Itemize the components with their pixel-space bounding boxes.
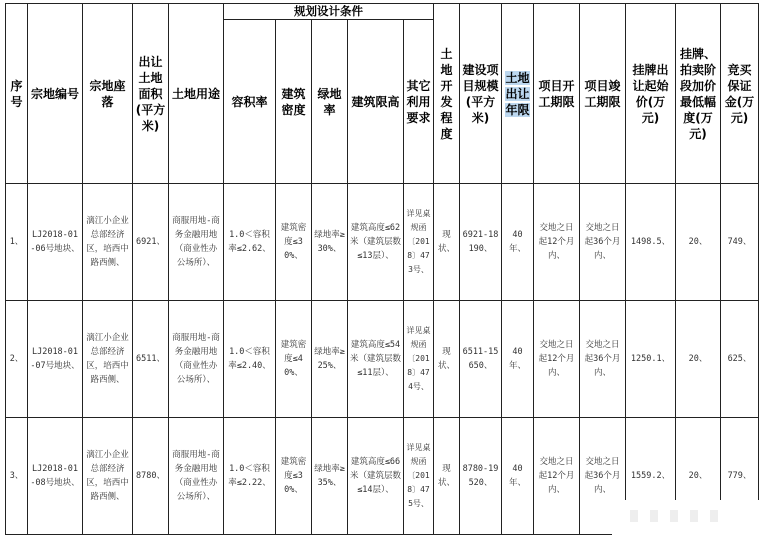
header-deposit: 竞买保证金(万元): [721, 4, 759, 184]
cell-height-limit: 建筑高度≤54米（建筑层数≤11层）、: [348, 301, 404, 418]
header-green-rate: 绿地率: [312, 20, 348, 184]
header-transfer-term: [502, 4, 534, 184]
header-area: 出让土地面积(平方米): [133, 4, 169, 184]
cell-development-degree: 现状、: [434, 301, 460, 418]
cell-start-price: 1498.5、: [626, 184, 676, 301]
cell-min-increment: 20、: [676, 418, 721, 535]
bottom-right-overlay: [612, 500, 762, 538]
overlay-mark: [670, 510, 678, 522]
cell-area: 6921、: [133, 184, 169, 301]
cell-development-degree: 现状、: [434, 418, 460, 535]
cell-plot-ratio: 1.0＜容积率≤2.62、: [224, 184, 276, 301]
land-auction-table: [5, 3, 759, 535]
cell-area: 6511、: [133, 301, 169, 418]
cell-other-requirements: 详见桌规函〔2018〕475号、: [404, 418, 434, 535]
overlay-mark: [650, 510, 658, 522]
cell-land-use: 商服用地-商务金融用地（商业性办公场所）、: [169, 418, 224, 535]
cell-start-deadline: 交地之日起12个月内、: [534, 184, 580, 301]
cell-other-requirements: 详见桌规函〔2018〕474号、: [404, 301, 434, 418]
cell-finish-deadline: 交地之日起36个月内、: [580, 184, 626, 301]
cell-location: 漓江小企业总部经济区，培西中路西侧、: [83, 418, 133, 535]
cell-location: 漓江小企业总部经济区，培西中路西侧、: [83, 184, 133, 301]
cell-plot-ratio: 1.0＜容积率≤2.40、: [224, 301, 276, 418]
cell-min-increment: 20、: [676, 184, 721, 301]
table-row: [6, 184, 759, 301]
overlay-mark: [690, 510, 698, 522]
header-plot-ratio: 容积率: [224, 20, 276, 184]
cell-deposit: 749、: [721, 184, 759, 301]
cell-parcel-id: LJ2018-01-08号地块、: [28, 418, 83, 535]
cell-build-scale: 6511-15650、: [460, 301, 502, 418]
header-transfer-term-highlight: 土地出让年限: [505, 70, 530, 117]
cell-deposit: 625、: [721, 301, 759, 418]
header-start-price: 挂牌出让起始价(万元): [626, 4, 676, 184]
cell-building-density: 建筑密度≤40%、: [276, 301, 312, 418]
header-other-requirements: 其它利用要求: [404, 20, 434, 184]
cell-finish-deadline: 交地之日起36个月内、: [580, 418, 626, 535]
cell-land-use: 商服用地-商务金融用地（商业性办公场所）、: [169, 184, 224, 301]
table-row: [6, 301, 759, 418]
cell-building-density: 建筑密度≤30%、: [276, 418, 312, 535]
cell-land-use: 商服用地-商务金融用地（商业性办公场所）、: [169, 301, 224, 418]
header-development-degree: 土地开发程度: [434, 4, 460, 184]
header-min-increment: 挂牌、拍卖阶段加价最低幅度(万元): [676, 4, 721, 184]
cell-start-deadline: 交地之日起12个月内、: [534, 301, 580, 418]
cell-parcel-id: LJ2018-01-07号地块、: [28, 301, 83, 418]
cell-finish-deadline: 交地之日起36个月内、: [580, 301, 626, 418]
cell-no: 2、: [6, 301, 28, 418]
cell-no: 1、: [6, 184, 28, 301]
cell-green-rate: 绿地率≥25%、: [312, 301, 348, 418]
cell-development-degree: 现状、: [434, 184, 460, 301]
header-build-scale: 建设项目规模(平方米): [460, 4, 502, 184]
cell-transfer-term: 40年、: [502, 418, 534, 535]
overlay-mark: [630, 510, 638, 522]
cell-plot-ratio: 1.0＜容积率≤2.22、: [224, 418, 276, 535]
cell-location: 漓江小企业总部经济区，培西中路西侧、: [83, 301, 133, 418]
cell-height-limit: 建筑高度≤66米（建筑层数≤14层）、: [348, 418, 404, 535]
header-land-use: 土地用途: [169, 4, 224, 184]
cell-no: 3、: [6, 418, 28, 535]
cell-transfer-term: 40年、: [502, 184, 534, 301]
header-parcel-id: 宗地编号: [28, 4, 83, 184]
cell-start-price: 1559.2、: [626, 418, 676, 535]
header-building-density: 建筑密度: [276, 20, 312, 184]
cell-green-rate: 绿地率≥30%、: [312, 184, 348, 301]
cell-parcel-id: LJ2018-01-06号地块、: [28, 184, 83, 301]
header-start-deadline: 项目开工期限: [534, 4, 580, 184]
cell-build-scale: 6921-18190、: [460, 184, 502, 301]
header-finish-deadline: 项目竣工期限: [580, 4, 626, 184]
header-no: 序号: [6, 4, 28, 184]
cell-min-increment: 20、: [676, 301, 721, 418]
header-planning-conditions: 规划设计条件: [224, 4, 434, 20]
cell-deposit: 779、: [721, 418, 759, 535]
cell-transfer-term: 40年、: [502, 301, 534, 418]
cell-start-price: 1250.1、: [626, 301, 676, 418]
header-height-limit: 建筑限高: [348, 20, 404, 184]
cell-build-scale: 8780-19520、: [460, 418, 502, 535]
cell-other-requirements: 详见桌规函〔2018〕473号、: [404, 184, 434, 301]
cell-area: 8780、: [133, 418, 169, 535]
cell-building-density: 建筑密度≤30%、: [276, 184, 312, 301]
overlay-mark: [710, 510, 718, 522]
cell-start-deadline: 交地之日起12个月内、: [534, 418, 580, 535]
cell-green-rate: 绿地率≥35%、: [312, 418, 348, 535]
header-location: 宗地座落: [83, 4, 133, 184]
cell-height-limit: 建筑高度≤62米（建筑层数≤13层）、: [348, 184, 404, 301]
